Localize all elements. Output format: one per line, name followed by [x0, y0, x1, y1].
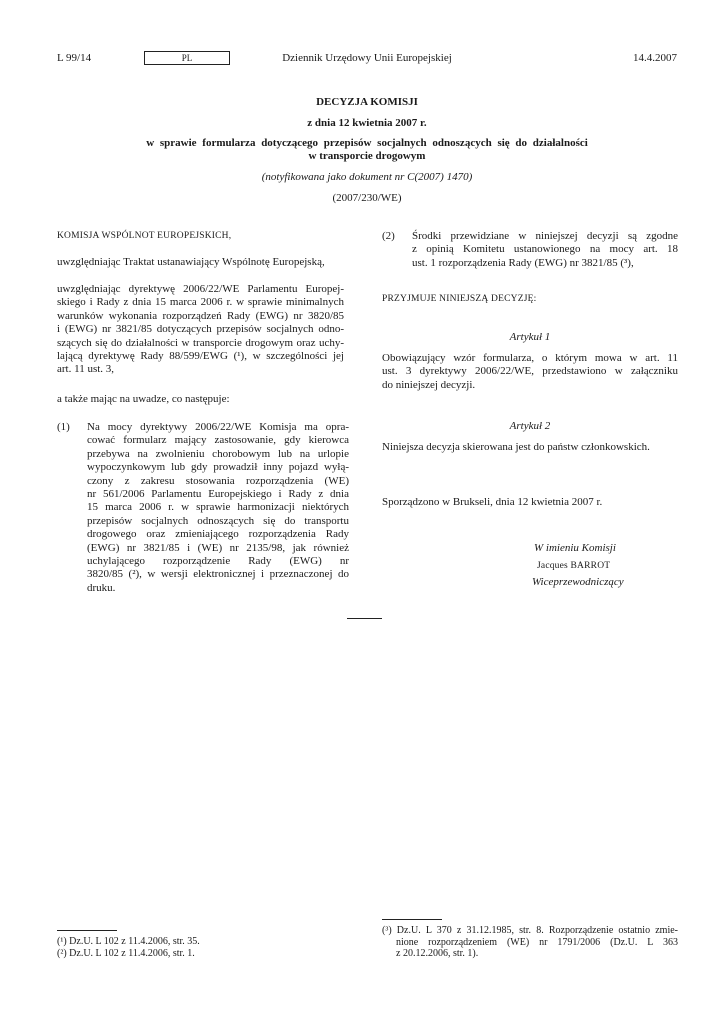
recital-line: przepisów socjalnych odnoszących się do transportu [87, 514, 349, 527]
directive-line: warunków wykonania rozporządzeń Rady (EWG) nr 3820/85 [57, 309, 344, 322]
recital-line: uchylającego rozporządzenie Rady (EWG) nr [87, 555, 349, 568]
recital-number: (2) [382, 230, 395, 242]
recital-line: 3820/85 (²), w wersji elektronicznej i przeznaczonej do [87, 568, 349, 581]
language-badge: PL [144, 51, 230, 65]
directive-line: lającą dyrektywę Rady 88/599/EWG (¹), w szczególności jej [57, 350, 344, 363]
recital-line: Środki przewidziane w niniejszej decyzji są zgodne [412, 230, 678, 242]
recital-number: (1) [57, 421, 70, 433]
article-2-text: Niniejsza decyzja skierowana jest do państw członkowskich. [382, 441, 650, 453]
recital-line: wypoczynkowym lub gdy prowadził inny pojazd wyłą- [87, 461, 349, 474]
footnote-2: (²) Dz.U. L 102 z 11.4.2006, str. 1. [57, 947, 195, 959]
directive-line: i (EWG) nr 3821/85 dotyczących przepisów socjalnych odno- [57, 323, 344, 336]
footnote-1: (¹) Dz.U. L 102 z 11.4.2006, str. 35. [57, 936, 200, 947]
page-number: L 99/14 [57, 52, 92, 64]
article-line: Obowiązujący wzór formularza, o którym mowa w art. 11 [382, 352, 678, 364]
decision-subject-line2: w transporcie drogowym [308, 150, 426, 162]
footnote-rule-left [57, 930, 117, 931]
treaty-clause: uwzględniając Traktat ustanawiający Wspólnotę Europejską, [57, 256, 325, 268]
footnotes-left [57, 936, 344, 959]
recital-line: z opinią Komitetu ustanowionego na mocy art. 18 [412, 243, 678, 256]
adoption-formula: PRZYJMUJE NINIEJSZĄ DECYZJĘ: [382, 294, 537, 304]
recital-line: drogowego oraz zmieniającego rozporządzenia Rady [87, 528, 349, 541]
recital-line: druku. [87, 581, 116, 594]
footnote-3-line: (³) Dz.U. L 370 z 31.12.1985, str. 8. Rozporządzenie ostatnio zmie- [382, 925, 678, 936]
recital-line: (EWG) nr 3821/85 i (WE) nr 2135/98, jak również [87, 541, 349, 554]
recital-line: cować formularz mający zastosowanie, gdy kierowca [87, 434, 349, 447]
article-1-text [382, 352, 678, 392]
article-line: do niniejszej decyzji. [382, 378, 476, 391]
recital-line: czony z zakresu stosowania rozporządzenia (WE) [87, 474, 349, 487]
signatory-role: Wiceprzewodniczący [532, 576, 624, 588]
commission-heading: KOMISJA WSPÓLNOT EUROPEJSKICH, [57, 231, 232, 241]
article-1-heading: Artykuł 1 [509, 331, 551, 343]
page-header [57, 52, 677, 68]
directive-clause [57, 283, 344, 377]
publication-date: 14.4.2007 [633, 52, 677, 64]
directive-line: szących się do działalności w transporcie drogowym oraz uchy- [57, 336, 344, 349]
article-2-heading: Artykuł 2 [509, 420, 551, 432]
recital-text [87, 421, 349, 595]
directive-line: art. 11 ust. 3, [57, 363, 115, 376]
recital-2 [382, 230, 678, 270]
left-column [57, 230, 349, 594]
directive-line: uwzględniając dyrektywę 2006/22/WE Parlamentu Europej- [57, 283, 344, 295]
document-reference: (2007/230/WE) [332, 192, 402, 204]
recital-line: nr 561/2006 Parlamentu Europejskiego i Rady z dnia [87, 488, 349, 501]
recital-text [412, 230, 678, 270]
journal-title: Dziennik Urzędowy Unii Europejskiej [282, 52, 452, 64]
footnote-3-line: nione rozporządzeniem (WE) nr 1791/2006 (Dz.U. L 363 [396, 936, 678, 948]
section-divider [347, 618, 382, 619]
recital-line: 15 marca 2006 r. w sprawie harmonizacji niektórych [87, 501, 349, 514]
on-behalf-of: W imieniu Komisji [534, 542, 616, 554]
decision-date: z dnia 12 kwietnia 2007 r. [307, 117, 427, 129]
directive-line: skiego i Rady z dnia 15 marca 2006 r. w sprawie minimalnych [57, 296, 344, 309]
recital-line: przebywa na zwolnieniu chorobowym lub na urlopie [87, 447, 349, 460]
recital-1 [57, 421, 349, 595]
recital-line: Na mocy dyrektywy 2006/22/WE Komisja ma opra- [87, 421, 349, 433]
notification-reference: (notyfikowana jako dokument nr C(2007) 1470) [261, 171, 473, 183]
decision-subject-line1: w sprawie formularza dotyczącego przepisów socjalnych odnoszących się do działalności [146, 137, 588, 149]
recital-line: ust. 1 rozporządzenia Rady (EWG) nr 3821/85 (³), [412, 256, 634, 269]
whereas-clause: a także mając na uwadze, co następuje: [57, 393, 230, 405]
footnote-3-line: z 20.12.2006, str. 1). [396, 948, 479, 960]
done-at: Sporządzono w Brukseli, dnia 12 kwietnia 2007 r. [382, 496, 603, 508]
decision-title: DECYZJA KOMISJI [316, 96, 418, 108]
signatory-name: Jacques BARROT [537, 561, 611, 571]
footnote-rule-right [382, 919, 442, 920]
footnotes-right [382, 925, 678, 960]
article-line: ust. 3 dyrektywy 2006/22/WE, przedstawiono w załączniku [382, 365, 678, 378]
